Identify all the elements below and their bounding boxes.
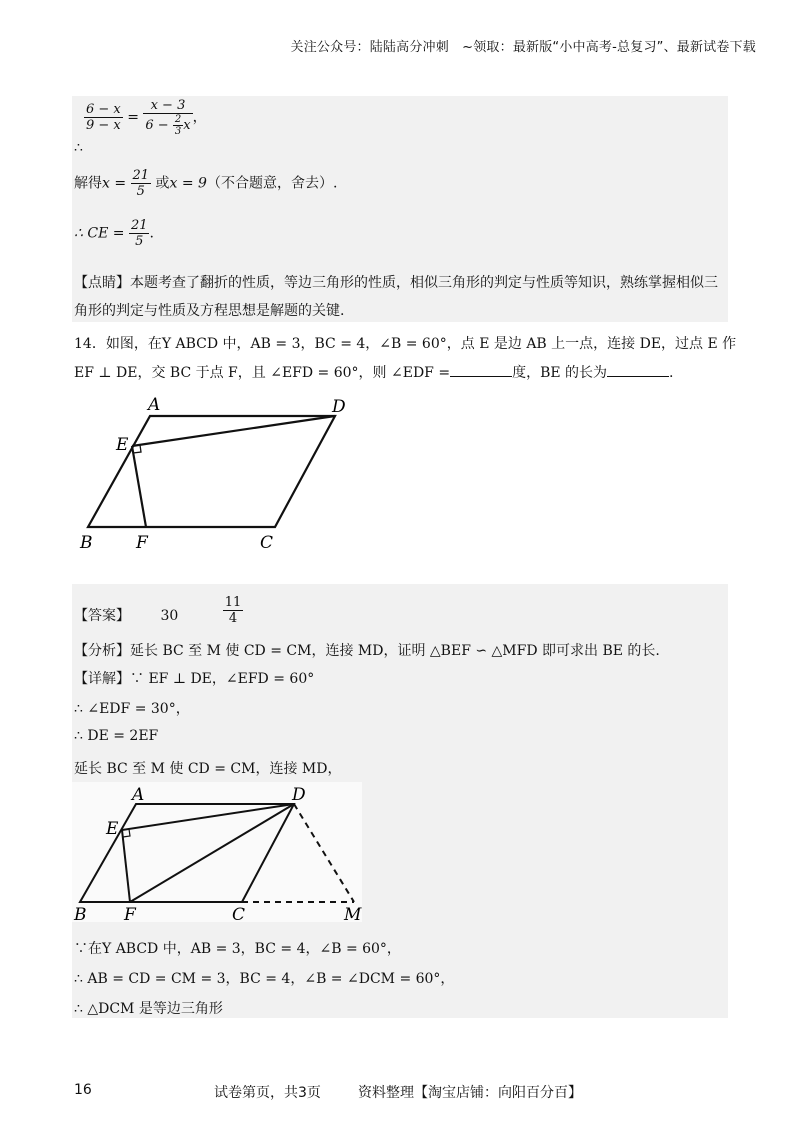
label-f: F — [136, 533, 148, 553]
label-b: B — [80, 533, 93, 553]
step-3: 延长 BC 至 M 使 CD = CM，连接 MD， — [74, 761, 342, 777]
label-d: D — [332, 397, 346, 417]
label-a-2: A — [132, 785, 145, 805]
label-d-2: D — [292, 785, 306, 805]
question-line-1: 14．如图，在Y ABCD 中，AB = 3，BC = 4，∠B = 60°，点 E 是边 AB 上一点，连接 DE，过点 E 作 — [74, 336, 737, 352]
parallelogram-figure-1 — [70, 390, 370, 560]
ce-result: ∴ CE = $\frac{21}{5}$ . — [74, 218, 154, 249]
parallelogram-abcd — [88, 416, 335, 527]
label-f-2: F — [124, 905, 136, 922]
page-header: 关注公众号：陆陆高分冲刺 ~领取：最新版“小中高考-总复习”、最新试卷下载 — [290, 40, 756, 55]
analysis-line: 【分析】延长 BC 至 M 使 CD = CM，连接 MD，证明 △BEF ∽ △MFD 即可求出 BE 的长. — [74, 643, 660, 659]
answer-value-2: $\frac{11}{4}$ — [224, 594, 242, 626]
step-4: ∵在Y ABCD 中，AB = 3，BC = 4，∠B = 60°， — [74, 941, 401, 957]
step-2: ∴ DE = 2EF — [74, 728, 159, 744]
therefore-symbol: ∴ — [74, 140, 83, 156]
label-m-2: M — [344, 905, 362, 922]
footer-pages: 试卷第页，共3页 — [214, 1085, 321, 1101]
segment-ef — [132, 446, 146, 527]
comment-line-2: 角形的判定与性质及方程思想是解题的关键. — [74, 303, 345, 319]
parallelogram-figure-2 — [72, 782, 362, 922]
footer-source: 资料整理【淘宝店铺：向阳百分百】 — [358, 1085, 582, 1101]
question-line-2: EF ⊥ DE，交 BC 于点 F，且 ∠EFD = 60°，则 ∠EDF = 度，BE 的长为 . — [74, 365, 674, 381]
detail-head: 【详解】∵ EF ⊥ DE，∠EFD = 60° — [74, 671, 315, 687]
step-5: ∴ AB = CD = CM = 3，BC = 4，∠B = ∠DCM = 60°， — [74, 971, 455, 987]
answer-blank-1[interactable] — [450, 364, 512, 377]
label-c-2: C — [232, 905, 246, 922]
label-a: A — [148, 395, 161, 415]
page-number: 16 — [74, 1082, 92, 1098]
label-b-2: B — [74, 905, 87, 922]
segment-de — [132, 416, 335, 446]
label-c: C — [260, 533, 274, 553]
solve-result: 解得x = $\frac{21}{5}$ 或x = 9（不合题意，舍去）. — [74, 168, 338, 199]
label-e-2: E — [106, 819, 119, 839]
comment-line-1: 【点睛】本题考查了翻折的性质，等边三角形的性质，相似三角形的判定与性质等知识，熟练掌握相似三 — [74, 275, 718, 291]
answer-value-1: 30 — [160, 608, 179, 624]
proportion-equation: $\frac{6 - x}{9 - x}$ = x − 3 6 − $\frac{2}{3}$ x ， — [86, 98, 207, 137]
answer-line: 【答案】 30 $\frac{11}{4}$ — [74, 594, 242, 626]
answer-blank-2[interactable] — [607, 364, 669, 377]
label-e: E — [116, 435, 129, 455]
step-6: ∴ △DCM 是等边三角形 — [74, 1001, 223, 1017]
step-1: ∴ ∠EDF = 30°， — [74, 701, 190, 717]
